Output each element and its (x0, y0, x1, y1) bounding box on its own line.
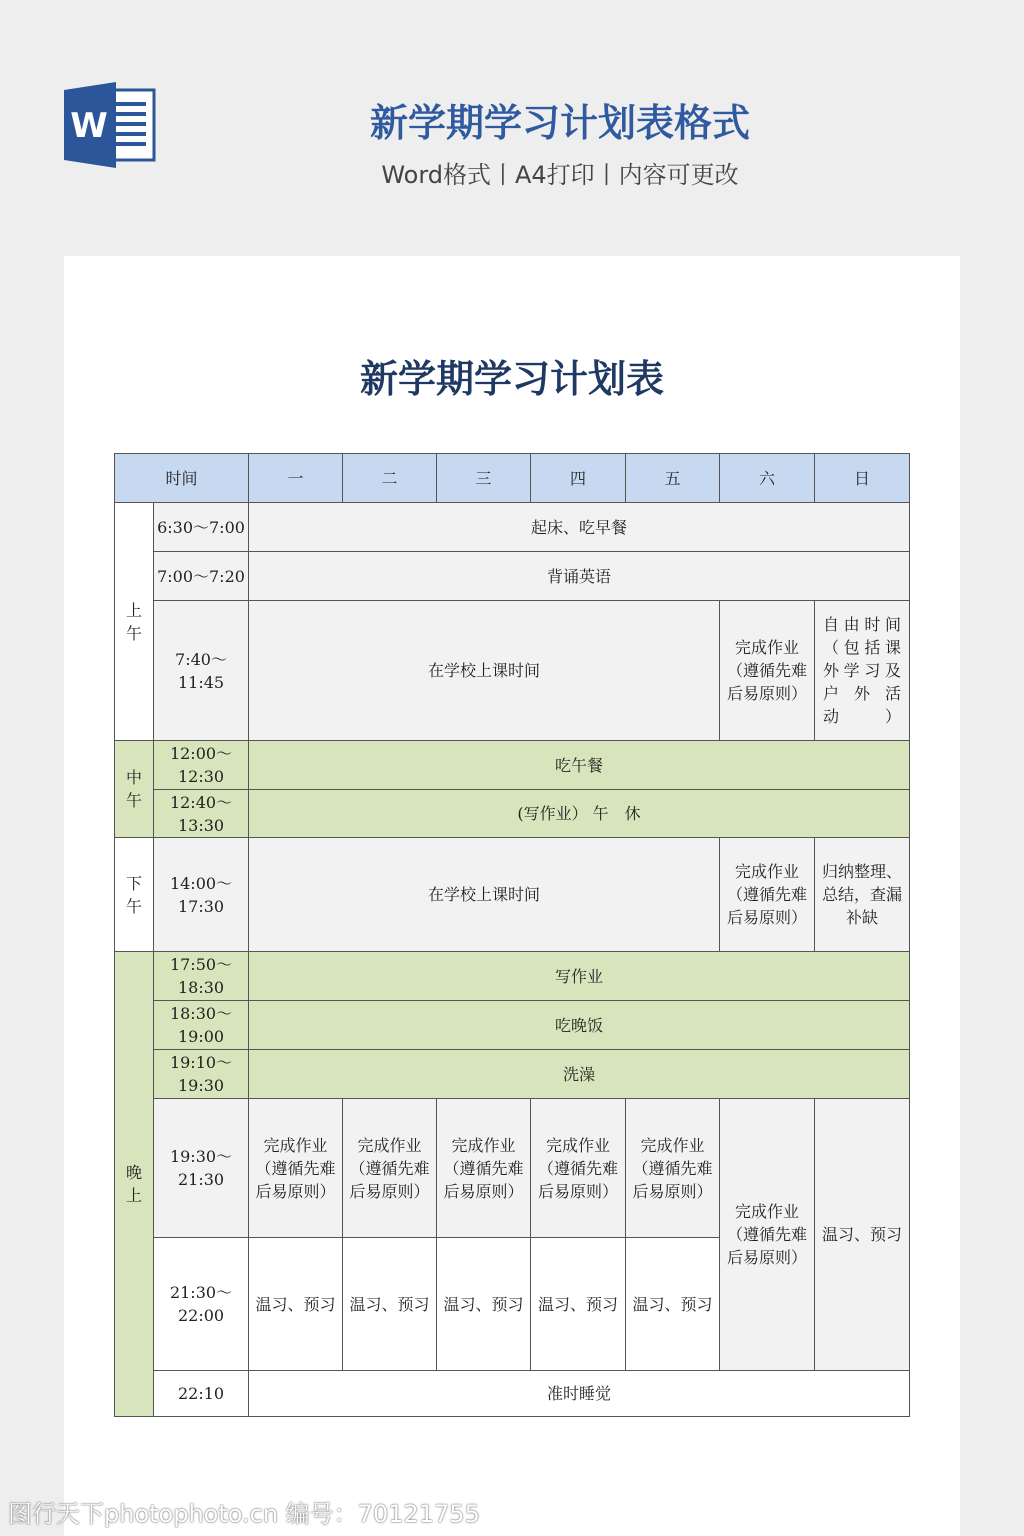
schedule-table (114, 453, 910, 1417)
header-subtitle: Word格式丨A4打印丨内容可更改 (381, 161, 739, 189)
time-cell: 19:10～19:30 (154, 1050, 249, 1099)
period-noon: 中午 (115, 741, 154, 838)
table-row (115, 1001, 910, 1050)
document-title: 新学期学习计划表 (359, 356, 664, 401)
activity-cell-tue: 温习、预习 (343, 1238, 437, 1371)
logo-letter: W (70, 106, 108, 146)
activity-cell-sat: 完成作业（遵循先难后易原则） (720, 838, 815, 952)
activity-cell: 写作业 (249, 952, 910, 1001)
col-header-sun: 日 (815, 454, 910, 503)
time-cell: 12:40～13:30 (154, 790, 249, 838)
activity-cell: 在学校上课时间 (249, 601, 720, 741)
activity-cell-sun: 自由时间（包括课外学习及户 外 活动） (815, 601, 910, 741)
activity-cell: 吃晚饭 (249, 1001, 910, 1050)
activity-cell-sun: 归纳整理、总结，查漏补缺 (815, 838, 910, 952)
activity-cell: (写作业） 午 休 (249, 790, 910, 838)
time-cell: 18:30～19:00 (154, 1001, 249, 1050)
time-cell: 12:00～12:30 (154, 741, 249, 790)
table-row (115, 1050, 910, 1099)
activity-cell: 吃午餐 (249, 741, 910, 790)
activity-cell-thu: 完成作业（遵循先难后易原则） (531, 1099, 626, 1238)
activity-cell-mon: 完成作业（遵循先难后易原则） (249, 1099, 343, 1238)
activity-cell-wed: 温习、预习 (437, 1238, 531, 1371)
table-header-row (115, 454, 910, 503)
activity-cell-fri: 温习、预习 (626, 1238, 720, 1371)
table-row (115, 741, 910, 790)
time-cell: 14:00～17:30 (154, 838, 249, 952)
table-row (115, 552, 910, 601)
time-cell: 17:50～18:30 (154, 952, 249, 1001)
time-cell: 7:40～11:45 (154, 601, 249, 741)
activity-cell-wed: 完成作业（遵循先难后易原则） (437, 1099, 531, 1238)
table-row (115, 503, 910, 552)
table-row (115, 838, 910, 952)
activity-cell-sun: 温习、预习 (815, 1099, 910, 1371)
col-header-thu: 四 (531, 454, 626, 503)
document-page (64, 256, 960, 1536)
time-cell: 6:30～7:00 (154, 503, 249, 552)
period-afternoon: 下午 (115, 838, 154, 952)
col-header-wed: 三 (437, 454, 531, 503)
time-cell: 22:10 (154, 1371, 249, 1417)
activity-cell: 背诵英语 (249, 552, 910, 601)
col-header-sat: 六 (720, 454, 815, 503)
col-header-time: 时间 (115, 454, 249, 503)
table-row (115, 601, 910, 741)
period-evening: 晚上 (115, 952, 154, 1417)
table-row (115, 1099, 910, 1238)
activity-cell: 在学校上课时间 (249, 838, 720, 952)
table-row (115, 790, 910, 838)
col-header-tue: 二 (343, 454, 437, 503)
activity-cell-mon: 温习、预习 (249, 1238, 343, 1371)
activity-cell: 洗澡 (249, 1050, 910, 1099)
time-cell: 19:30～21:30 (154, 1099, 249, 1238)
time-cell: 21:30～22:00 (154, 1238, 249, 1371)
activity-cell-sat: 完成作业（遵循先难后易原则） (720, 1099, 815, 1371)
word-icon (64, 82, 156, 168)
col-header-fri: 五 (626, 454, 720, 503)
activity-cell-tue: 完成作业（遵循先难后易原则） (343, 1099, 437, 1238)
activity-cell: 起床、吃早餐 (249, 503, 910, 552)
activity-cell: 准时睡觉 (249, 1371, 910, 1417)
activity-cell-sat: 完成作业（遵循先难后易原则） (720, 601, 815, 741)
table-row (115, 1371, 910, 1417)
table-row (115, 952, 910, 1001)
col-header-mon: 一 (249, 454, 343, 503)
header-title: 新学期学习计划表格式 (369, 101, 750, 145)
activity-cell-thu: 温习、预习 (531, 1238, 626, 1371)
activity-cell-fri: 完成作业（遵循先难后易原则） (626, 1099, 720, 1238)
time-cell: 7:00～7:20 (154, 552, 249, 601)
watermark-text: 图行天下photophoto.cn 编号：70121755 (8, 1500, 480, 1528)
period-morning: 上午 (115, 503, 154, 741)
